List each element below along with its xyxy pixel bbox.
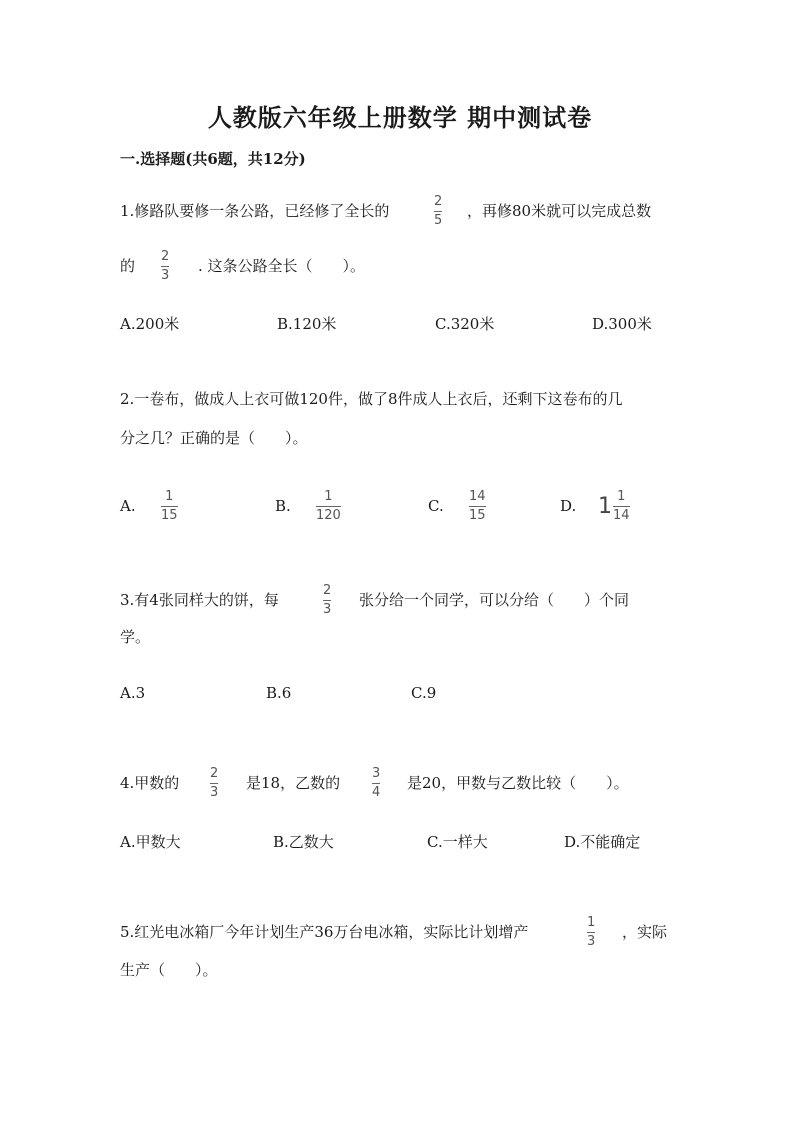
q1-frac-b-num: 2 [161, 249, 170, 264]
q3-option-b: B.6 [266, 684, 292, 702]
q4-frac-a-num: 2 [210, 766, 219, 781]
q3-fraction [323, 584, 331, 617]
q3-frac-den: 3 [323, 602, 332, 617]
q2-opt-d-den: 14 [613, 508, 630, 523]
q4-fraction-a [210, 767, 218, 800]
q2-opt-b-num: 1 [324, 489, 333, 504]
q5-line1-after: ，实际 [622, 923, 668, 941]
q1-frac-b-den: 3 [161, 268, 170, 283]
q4-frac-b-num: 3 [372, 766, 381, 781]
q3-line1-after: 张分给一个同学，可以分给（ ）个同 [359, 591, 630, 609]
q2-opt-d-num: 1 [617, 489, 626, 504]
q1-line2-before: 的 [120, 257, 136, 275]
q1-option-d: D.300米 [592, 315, 652, 333]
q5-fraction [587, 916, 595, 949]
q3-line1-before: 3.有4张同样大的饼，每 [120, 591, 279, 609]
q2-opt-a-den: 15 [161, 508, 178, 523]
q2-opt-d-fraction [613, 490, 630, 523]
q2-opt-c-num: 14 [469, 489, 486, 504]
q1-line2-after: . 这条公路全长（ ）。 [198, 257, 366, 275]
q3-option-a: A.3 [120, 684, 146, 702]
q2-label-d: D. [560, 497, 577, 515]
q3-option-c: C.9 [411, 684, 437, 702]
q2-option-b-fraction [316, 490, 341, 523]
q2-label-c: C. [428, 497, 444, 515]
q4-option-c: C.一样大 [427, 833, 488, 851]
q4-option-a: A.甲数大 [120, 833, 181, 851]
q2-opt-b-den: 120 [316, 508, 341, 523]
q2-opt-c-den: 15 [469, 508, 486, 523]
q5-frac-num: 1 [587, 915, 596, 930]
q4-part1: 4.甲数的 [120, 774, 180, 792]
page-title: 人教版六年级上册数学 期中测试卷 [207, 103, 593, 132]
q2-line1: 2.一卷布，做成人上衣可做120件，做了8件成人上衣后，还剩下这卷布的几 [120, 390, 623, 408]
q4-frac-b-den: 4 [372, 785, 381, 800]
q1-line1-after: ，再修80米就可以完成总数 [467, 202, 652, 220]
q2-opt-d-whole: 1 [598, 494, 612, 519]
q2-option-c-fraction [469, 490, 486, 523]
section-heading: 一.选择题(共6题，共12分) [120, 150, 306, 168]
q1-option-c: C.320米 [435, 315, 495, 333]
q1-frac-a-den: 5 [434, 213, 443, 228]
q3-line2: 学。 [120, 628, 151, 646]
q4-part3: 是20，甲数与乙数比较（ ）。 [407, 774, 629, 792]
q3-frac-num: 2 [323, 583, 332, 598]
q2-label-b: B. [275, 497, 291, 515]
q2-option-a-fraction [161, 490, 178, 523]
q2-opt-a-num: 1 [165, 489, 174, 504]
q1-fraction-b [161, 250, 169, 283]
q4-option-b: B.乙数大 [273, 833, 334, 851]
q2-line2: 分之几？正确的是（ ）。 [120, 429, 308, 447]
q2-option-d-mixed-number [598, 490, 630, 523]
q4-option-d: D.不能确定 [564, 833, 641, 851]
q2-label-a: A. [120, 497, 136, 515]
q1-frac-a-num: 2 [434, 194, 443, 209]
q5-line2: 生产（ ）。 [120, 961, 218, 979]
q4-frac-a-den: 3 [210, 785, 219, 800]
q1-option-b: B.120米 [277, 315, 337, 333]
q4-fraction-b [372, 767, 380, 800]
q5-frac-den: 3 [587, 934, 596, 949]
q1-fraction-a [434, 195, 442, 228]
q4-part2: 是18，乙数的 [246, 774, 341, 792]
q1-option-a: A.200米 [120, 315, 180, 333]
q1-line1-before: 1.修路队要修一条公路，已经修了全长的 [120, 202, 390, 220]
q5-line1-before: 5.红光电冰箱厂今年计划生产36万台电冰箱，实际比计划增产 [120, 923, 529, 941]
